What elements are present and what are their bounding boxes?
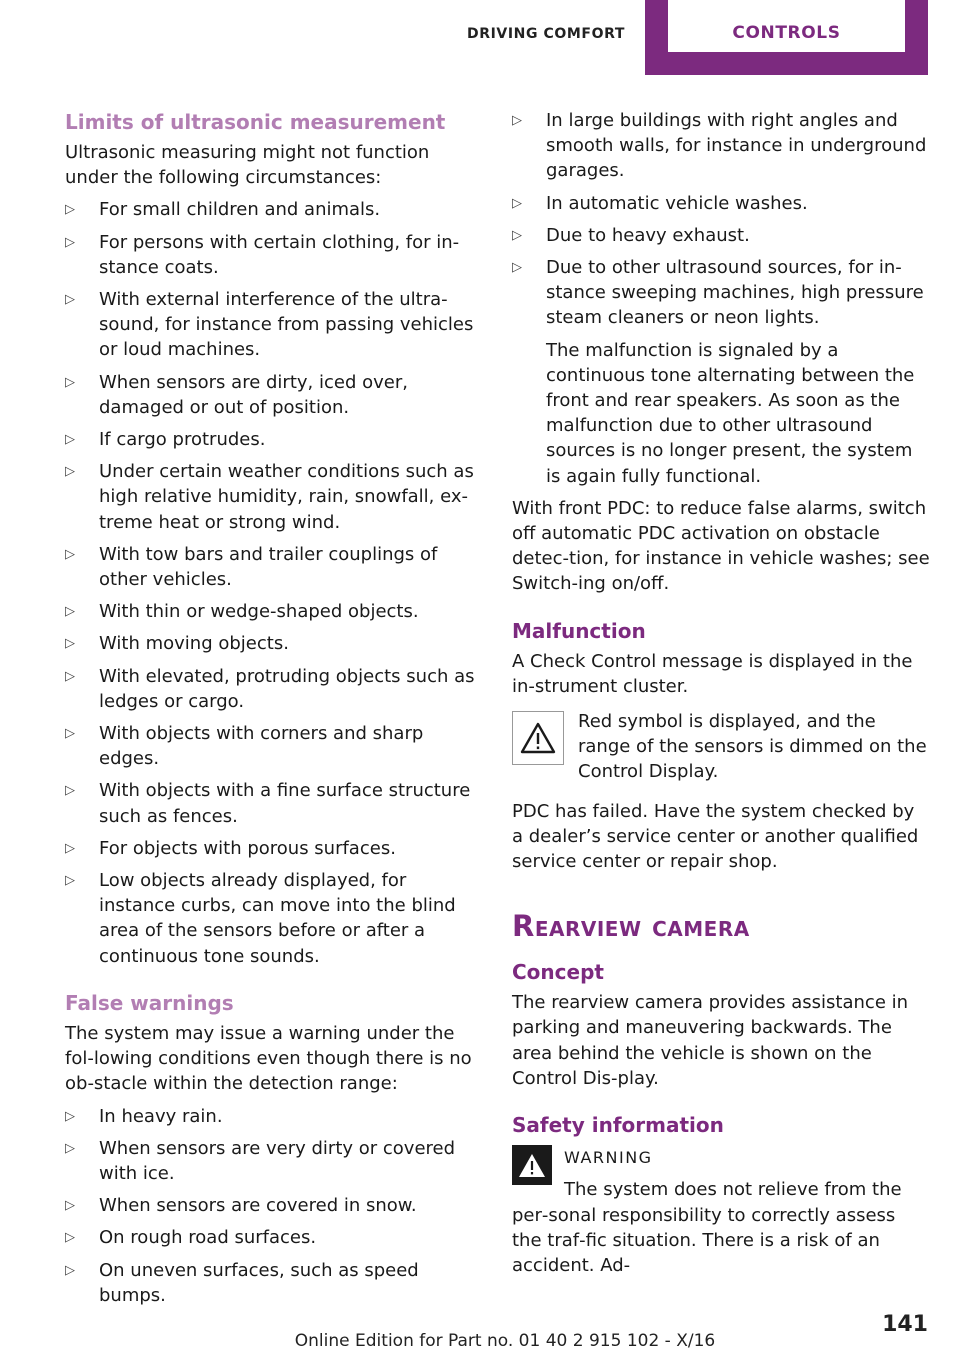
red-symbol-note — [512, 709, 930, 785]
list-item: ▷ With moving objects. — [65, 631, 481, 656]
bullet-triangle-icon: ▷ — [65, 604, 75, 620]
warning-filled-icon — [512, 1145, 552, 1185]
conditions-list-continued — [512, 108, 930, 331]
chapter-tab — [645, 0, 928, 75]
list-item: ▷ When sensors are covered in snow. — [65, 1193, 481, 1218]
rearview-camera-heading: Rearview camera — [512, 909, 750, 944]
warning-text: The system does not relieve from the per‐sonal responsibility to correctly assess the traf‐fic situation. There is a risk of an accident. Ad‐ — [512, 1179, 902, 1276]
bullet-triangle-icon: ▷ — [65, 292, 75, 308]
false-warnings-heading: False warnings — [65, 990, 234, 1015]
bullet-triangle-icon: ▷ — [65, 546, 75, 562]
list-item: ▷ For small children and animals. — [65, 197, 481, 222]
bullet-triangle-icon: ▷ — [512, 227, 522, 243]
list-item: ▷ Low objects already displayed, for instance curbs, can move into the blind area of the sensors before or after a continuous tone sounds. — [65, 870, 456, 967]
concept-text: The rearview camera provides assistance in parking and maneuvering backwards. The area behind the vehicle is shown on the Control Dis‐play. — [512, 992, 909, 1089]
bullet-triangle-icon: ▷ — [65, 1108, 75, 1124]
bullet-triangle-icon: ▷ — [65, 873, 75, 889]
footer-edition-text: Online Edition for Part no. 01 40 2 915 102 - X/16 — [294, 1331, 716, 1351]
list-item: ▷ When sensors are very dirty or covered with ice. — [65, 1137, 456, 1184]
list-item: ▷ For objects with porous surfaces. — [65, 836, 481, 861]
malfunction-heading: Malfunction — [512, 618, 646, 643]
chapter-tab-label: CONTROLS — [668, 0, 905, 52]
list-item: ▷ On uneven surfaces, such as speed bumps. — [65, 1259, 419, 1306]
list-item: ▷ On rough road surfaces. — [65, 1225, 481, 1250]
bullet-triangle-icon: ▷ — [65, 374, 75, 390]
bullet-triangle-icon: ▷ — [65, 202, 75, 218]
list-item: ▷ Due to other ultrasound sources, for in‐stance sweeping machines, high pressure steam cleaners or neon lights. — [512, 257, 924, 329]
limits-heading: Limits of ultrasonic measurement — [65, 110, 446, 134]
safety-information-heading: Safety information — [512, 1113, 724, 1138]
malfunction-text: A Check Control message is displayed in the in‐strument cluster. — [512, 650, 913, 697]
bullet-triangle-icon: ▷ — [65, 432, 75, 448]
warning-label: WARNING — [564, 1148, 653, 1168]
list-item: ▷ With elevated, protruding objects such as ledges or cargo. — [65, 665, 475, 712]
list-item: ▷ With external interference of the ultra‐sound, for instance from passing vehicles or loud machines. — [65, 289, 474, 361]
left-column — [65, 108, 481, 1315]
bullet-triangle-icon: ▷ — [512, 260, 522, 276]
bullet-triangle-icon: ▷ — [65, 636, 75, 652]
list-item: ▷ In automatic vehicle washes. — [512, 191, 930, 216]
bullet-triangle-icon: ▷ — [65, 1198, 75, 1214]
list-item: ▷ With thin or wedge-shaped objects. — [65, 599, 481, 624]
footer-edition — [0, 1331, 960, 1351]
concept-heading: Concept — [512, 960, 604, 985]
bullet-triangle-icon: ▷ — [65, 668, 75, 684]
list-item: ▷ Due to heavy exhaust. — [512, 223, 930, 248]
malfunction-signal-note: The malfunction is signaled by a continuous tone alternating between the front and rear speakers. As soon as the malfunction due to other ultrasound sources is no longer present, the system is again fully functional. — [546, 339, 915, 487]
bullet-triangle-icon: ▷ — [512, 113, 522, 128]
false-warnings-list — [65, 1104, 481, 1308]
limits-intro: Ultrasonic measuring might not function under the following circumstances: — [65, 142, 430, 189]
running-header-section: DRIVING COMFORT — [466, 26, 625, 42]
list-item: ▷ With objects with corners and sharp edges. — [65, 723, 424, 770]
front-pdc-text: With front PDC: to reduce false alarms, switch off automatic PDC activation on obstacle detec‐tion, for instance in vehicle washes; see Switch‐ing on/off. — [512, 497, 930, 595]
right-column — [512, 108, 930, 1278]
bullet-triangle-icon: ▷ — [65, 726, 75, 742]
page-number: 141 — [882, 1312, 928, 1337]
list-item: ▷ With objects with a fine surface structure such as fences. — [65, 780, 471, 827]
bullet-triangle-icon: ▷ — [65, 1230, 75, 1246]
bullet-triangle-icon: ▷ — [65, 464, 75, 480]
bullet-triangle-icon: ▷ — [65, 234, 75, 250]
list-item: ▷ In heavy rain. — [65, 1104, 481, 1129]
list-item: ▷ If cargo protrudes. — [65, 427, 481, 452]
list-item: ▷ Under certain weather conditions such as high relative humidity, rain, snowfall, ex‐treme heat or strong wind. — [65, 461, 474, 533]
bullet-triangle-icon: ▷ — [65, 840, 75, 856]
red-symbol-text: Red symbol is displayed, and the range of the sensors is dimmed on the Control Display. — [578, 711, 927, 783]
list-item: ▷ In large buildings with right angles and smooth walls, for instance in underground garages. — [512, 110, 927, 182]
list-item: ▷ With tow bars and trailer couplings of other vehicles. — [65, 543, 438, 591]
limits-list — [65, 197, 481, 968]
bullet-triangle-icon: ▷ — [65, 783, 75, 799]
warning-block — [512, 1145, 930, 1278]
bullet-triangle-icon: ▷ — [65, 1140, 75, 1156]
list-item: ▷ For persons with certain clothing, for in‐stance coats. — [65, 231, 460, 278]
bullet-triangle-icon: ▷ — [65, 1262, 75, 1278]
pdc-failed-text: PDC has failed. Have the system checked by a dealer’s service center or another qualified service center or repair shop. — [512, 800, 919, 873]
false-warnings-intro: The system may issue a warning under the fol‐lowing conditions even though there is no ob‐stacle within the detection range: — [65, 1022, 472, 1095]
list-item: ▷ When sensors are dirty, iced over, damaged or out of position. — [65, 371, 408, 418]
warning-triangle-icon — [512, 711, 564, 765]
bullet-triangle-icon: ▷ — [512, 195, 522, 211]
